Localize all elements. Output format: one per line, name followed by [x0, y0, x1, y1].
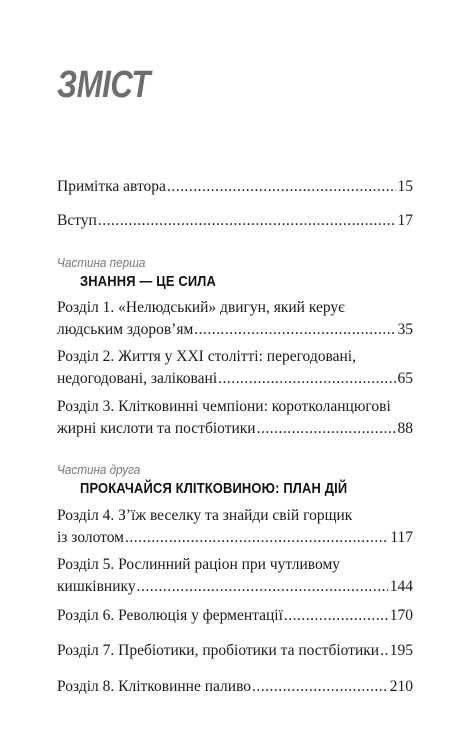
entry-page-number: 88	[397, 420, 413, 437]
entry-page-number: 195	[389, 642, 413, 659]
entry-label: Розділ 6. Революція у ферментації	[57, 607, 283, 624]
toc-entry-author-note[interactable]	[57, 176, 413, 198]
toc-entry-chapter-4[interactable]	[57, 505, 413, 549]
toc-entry-chapter-2[interactable]	[57, 346, 413, 390]
entry-page-number: 117	[390, 529, 413, 546]
toc-entry-chapter-8[interactable]	[57, 676, 413, 698]
entry-page-number: 15	[397, 178, 413, 195]
leader-dots	[194, 319, 395, 341]
entry-label-line1: Розділ 4. З’їж веселку та знайди свій горщик	[57, 507, 353, 524]
entry-label-line2: кишківнику	[57, 578, 136, 595]
toc-entry-chapter-5[interactable]	[57, 554, 413, 598]
toc-entry-chapter-1[interactable]	[57, 297, 413, 341]
entry-page-number: 35	[397, 321, 413, 338]
leader-dots	[380, 640, 388, 662]
toc-entry-introduction[interactable]	[57, 210, 413, 232]
entry-label: Вступ	[57, 212, 97, 229]
entry-label-line1: Розділ 1. «Нелюдський» двигун, який керує	[57, 299, 345, 316]
entry-label-line1: Розділ 2. Життя у XXI столітті: перегодовані,	[57, 348, 356, 365]
leader-dots	[252, 676, 388, 698]
entry-label: Примітка автора	[57, 178, 166, 195]
entry-label-line2: жирні кислоти та постбіотики	[57, 420, 256, 437]
part-two-label: Частина друга	[57, 462, 141, 477]
part-one-title: ЗНАННЯ — ЦЕ СИЛА	[80, 273, 217, 290]
entry-label: Розділ 7. Пребіотики, пробіотики та постбіотики	[57, 642, 380, 659]
leader-dots	[167, 176, 396, 198]
leader-dots	[218, 368, 395, 390]
entry-page-number: 17	[397, 212, 413, 229]
entry-label-line2: людським здоров’ям	[57, 321, 194, 338]
toc-entry-chapter-3[interactable]	[57, 396, 413, 440]
entry-label-line1: Розділ 5. Рослинний раціон при чутливому	[57, 556, 341, 573]
leader-dots	[137, 576, 388, 598]
leader-dots	[125, 527, 388, 549]
entry-label-line2: недогодовані, заліковані	[57, 370, 218, 387]
toc-entry-chapter-6[interactable]	[57, 605, 413, 627]
entry-page-number: 170	[389, 607, 413, 624]
toc-heading: ЗМІСТ	[57, 64, 150, 106]
part-one-label: Частина перша	[57, 255, 146, 270]
toc-entry-chapter-7[interactable]	[57, 640, 413, 662]
leader-dots	[284, 605, 388, 627]
entry-label: Розділ 8. Клітковинне паливо	[57, 678, 252, 695]
entry-page-number: 65	[397, 370, 413, 387]
entry-label-line2: із золотом	[57, 529, 124, 546]
leader-dots	[98, 210, 396, 232]
part-two-title: ПРОКАЧАЙСЯ КЛІТКОВИНОЮ: ПЛАН ДІЙ	[80, 480, 348, 497]
entry-label-line1: Розділ 3. Клітковинні чемпіони: коротколанцюгові	[57, 398, 391, 415]
leader-dots	[257, 418, 396, 440]
entry-page-number: 210	[389, 678, 413, 695]
entry-page-number: 144	[389, 578, 413, 595]
